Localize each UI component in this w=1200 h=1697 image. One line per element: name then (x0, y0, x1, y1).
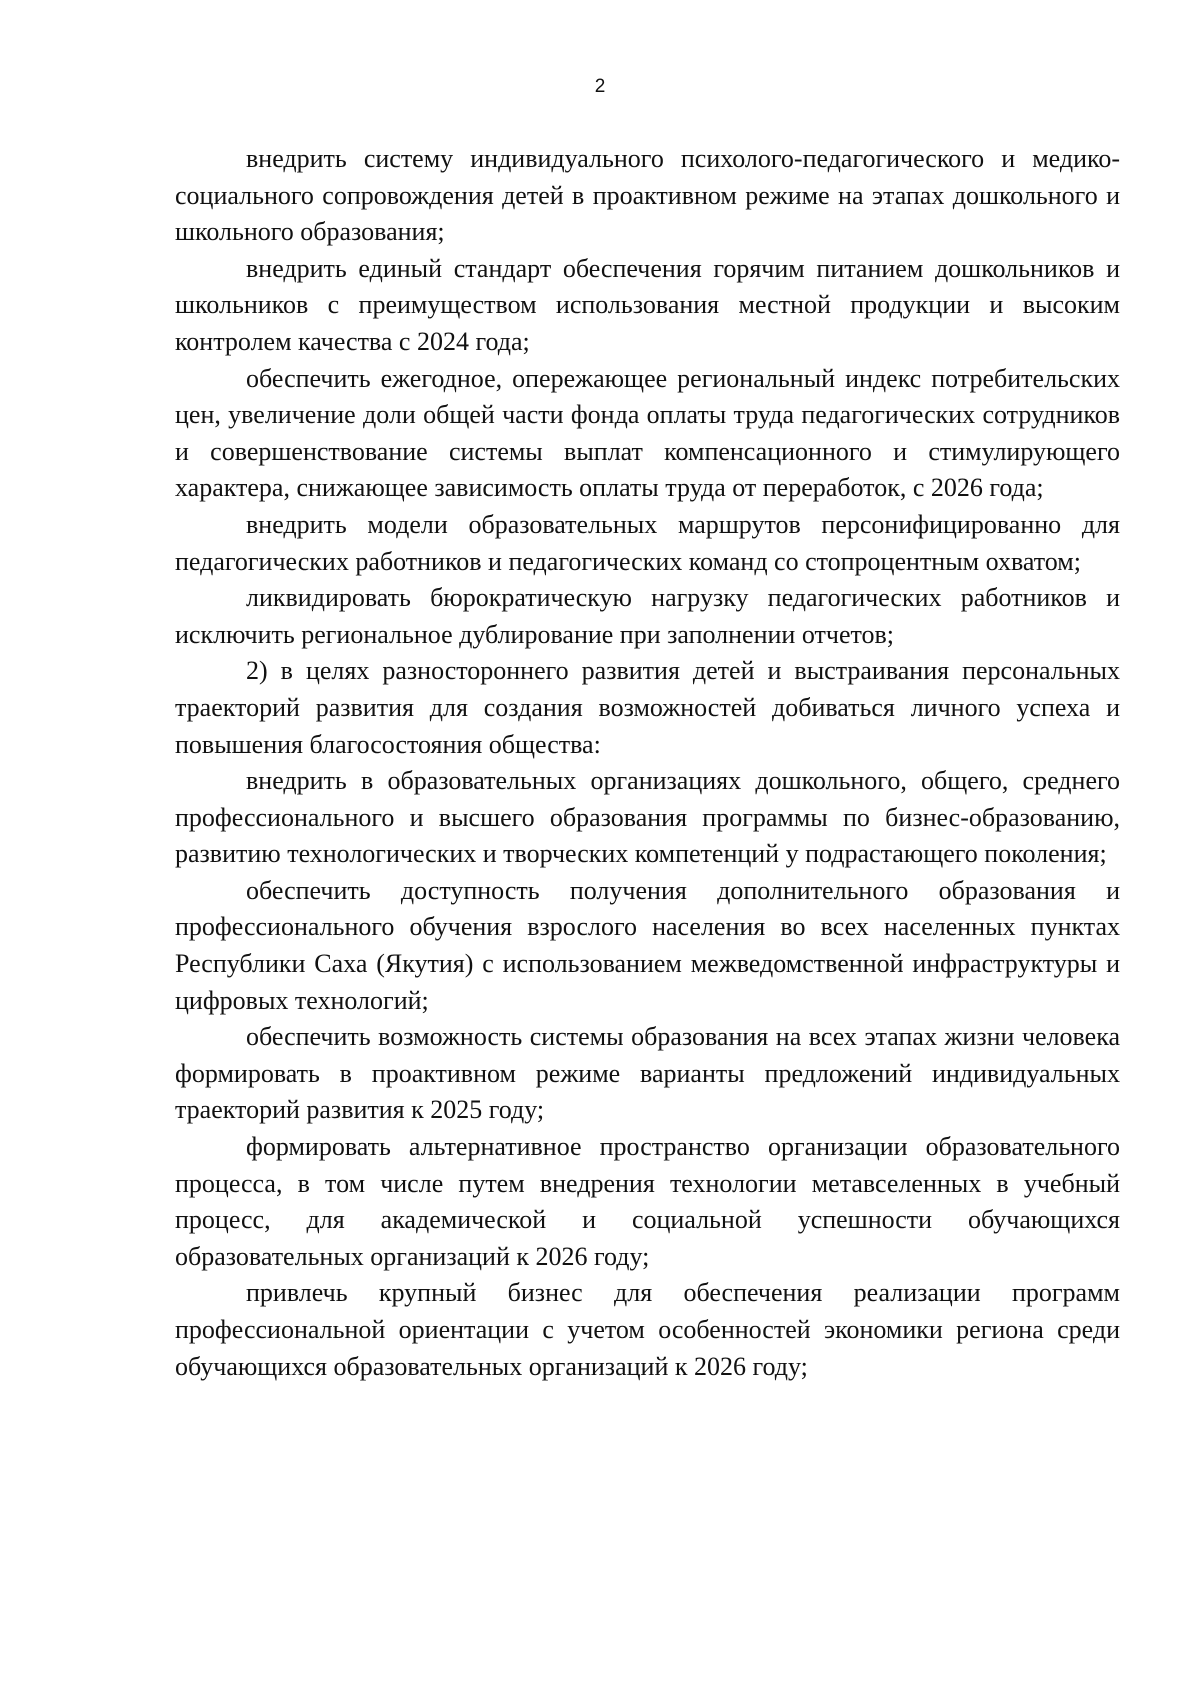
paragraph: привлечь крупный бизнес для обеспечения реализации программ профессиональной ориентации с учетом особенностей экономики региона среди обучающихся образовательных организаций к 2026 году; (175, 1278, 1120, 1381)
page-number: 2 (594, 76, 606, 97)
paragraph: ликвидировать бюрократическую нагрузку педагогических работников и исключить региональное дублирование при заполнении отчетов; (175, 583, 1120, 649)
paragraph: внедрить модели образовательных маршрутов персонифицированно для педагогических работников и педагогических команд со стопроцентным охватом; (175, 509, 1120, 576)
paragraph: внедрить единый стандарт обеспечения горячим питанием дошкольников и школьников с преимуществом использования местной продукции и высоким контролем качества с 2024 года; (175, 253, 1120, 356)
paragraph: формировать альтернативное пространство организации образовательного процесса, в том числе путем внедрения технологии метавселенных в учебный процесс, для академической и социальной успешности обучающихся образовательных организаций к 2026 году; (175, 1132, 1120, 1271)
numbered-paragraph: 2) в целях разностороннего развития детей и выстраивания персональных траекторий развития для создания возможностей добиваться личного успеха и повышения благосостояния общества: (175, 656, 1120, 759)
paragraph: внедрить систему индивидуального психолого-педагогического и медико-социального сопровождения детей в проактивном режиме на этапах дошкольного и школьного образования; (175, 144, 1120, 247)
document-body (175, 141, 1120, 1385)
paragraph: внедрить в образовательных организациях дошкольного, общего, среднего профессионального и высшего образования программы по бизнес-образованию, развитию технологических и творческих компетенций у подрастающего поколения; (175, 766, 1120, 869)
paragraph: обеспечить возможность системы образования на всех этапах жизни человека формировать в проактивном режиме варианты предложений индивидуальных траекторий развития к 2025 году; (175, 1022, 1120, 1125)
paragraph: обеспечить ежегодное, опережающее региональный индекс потребительских цен, увеличение доли общей части фонда оплаты труда педагогических сотрудников и совершенствование системы выплат компенсационного и стимулирующего характера, снижающее зависимость оплаты труда от переработок, с 2026 года; (175, 363, 1120, 503)
paragraph: обеспечить доступность получения дополнительного образования и профессионального обучения взрослого населения во всех населенных пунктах Республики Саха (Якутия) с использованием межведомственной инфраструктуры и цифровых технологий; (175, 875, 1120, 1015)
